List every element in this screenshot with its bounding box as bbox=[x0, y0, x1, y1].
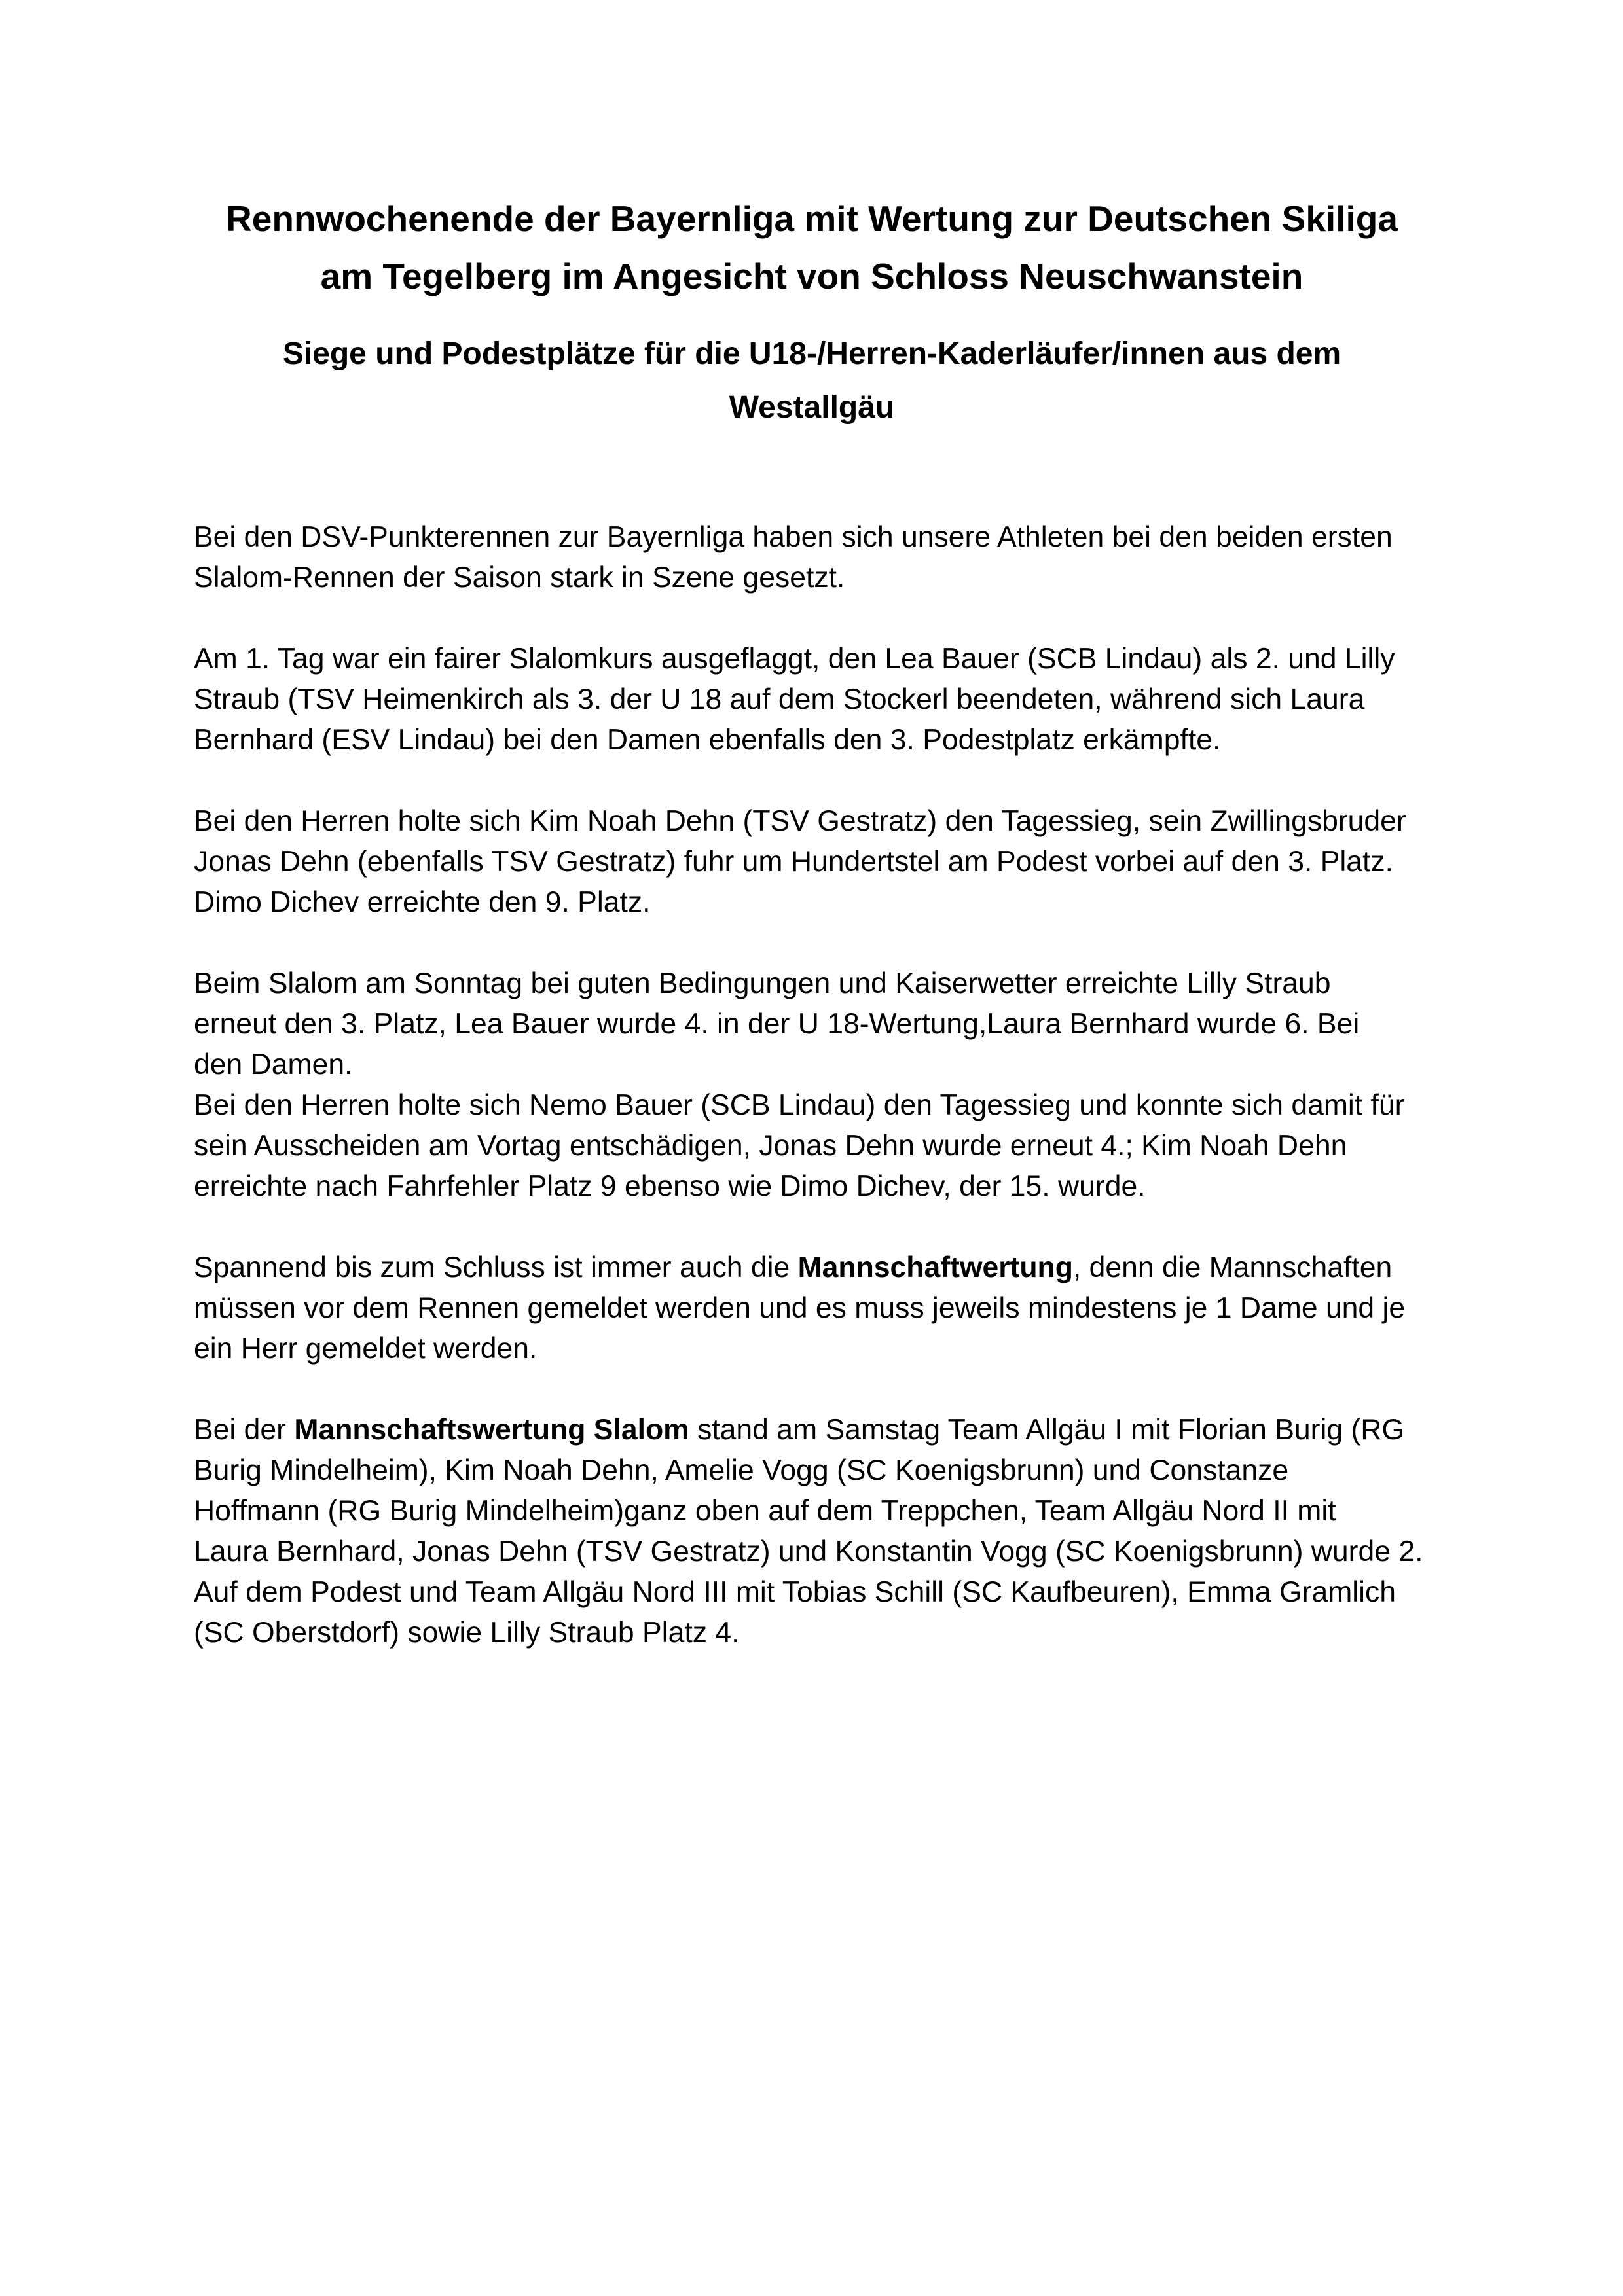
document-title bbox=[170, 190, 1453, 305]
day1-line-3: Bernhard (ESV Lindau) bei den Damen ebenfalls den 3. Podestplatz erkämpfte. bbox=[194, 724, 1221, 756]
paragraph-day-one bbox=[194, 639, 1457, 761]
men1-line-3: Dimo Dichev erreichte den 9. Platz. bbox=[194, 886, 651, 918]
slalom-line-1-start: Bei der bbox=[194, 1414, 295, 1446]
men2-line-3: erreichte nach Fahrfehler Platz 9 ebenso wie Dimo Dichev, der 15. wurde. bbox=[194, 1170, 1146, 1202]
document-subtitle bbox=[170, 327, 1453, 435]
team-scoring-bold: Mannschaftwertung bbox=[797, 1251, 1073, 1283]
slalom-line-4: Laura Bernhard, Jonas Dehn (TSV Gestratz) und Konstantin Vogg (SC Koenigsbrunn) wurde 2. bbox=[194, 1535, 1423, 1568]
paragraph-men-day-one bbox=[194, 801, 1457, 923]
sunday-line-3: den Damen. bbox=[194, 1049, 353, 1081]
title-line-1: Rennwochenende der Bayernliga mit Wertung zur Deutschen Skiliga bbox=[226, 198, 1398, 239]
sunday-line-1: Beim Slalom am Sonntag bei guten Bedingungen und Kaiserwetter erreichte Lilly Straub bbox=[194, 967, 1331, 999]
men2-line-1: Bei den Herren holte sich Nemo Bauer (SCB Lindau) den Tagessieg und konnte sich damit für bbox=[194, 1089, 1405, 1121]
team-line-1-start: Spannend bis zum Schluss ist immer auch die bbox=[194, 1251, 798, 1283]
intro-line-1: Bei den DSV-Punkterennen zur Bayernliga haben sich unsere Athleten bei den beiden ersten bbox=[194, 521, 1393, 553]
sunday-line-2: erneut den 3. Platz, Lea Bauer wurde 4. in der U 18-Wertung,Laura Bernhard wurde 6. Bei bbox=[194, 1008, 1360, 1040]
men1-line-2: Jonas Dehn (ebenfalls TSV Gestratz) fuhr um Hundertstel am Podest vorbei auf den 3. Platz. bbox=[194, 846, 1394, 878]
slalom-line-3: Hoffmann (RG Burig Mindelheim)ganz oben auf dem Treppchen, Team Allgäu Nord II mit bbox=[194, 1495, 1336, 1527]
slalom-line-1-end: stand am Samstag Team Allgäu I mit Florian Burig (RG bbox=[689, 1414, 1405, 1446]
subtitle-line-2: Westallgäu bbox=[729, 390, 895, 425]
team-line-3: ein Herr gemeldet werden. bbox=[194, 1333, 538, 1365]
paragraph-team-scoring bbox=[194, 1247, 1457, 1369]
paragraph-intro bbox=[194, 517, 1457, 598]
subtitle-line-1: Siege und Podestplätze für die U18-/Herren-Kaderläufer/innen aus dem bbox=[282, 336, 1341, 371]
day1-line-1: Am 1. Tag war ein fairer Slalomkurs ausgeflaggt, den Lea Bauer (SCB Lindau) als 2. und Lilly bbox=[194, 643, 1395, 675]
men2-line-2: sein Ausscheiden am Vortag entschädigen, Jonas Dehn wurde erneut 4.; Kim Noah Dehn bbox=[194, 1130, 1347, 1162]
team-line-2: müssen vor dem Rennen gemeldet werden und es muss jeweils mindestens je 1 Dame und je bbox=[194, 1292, 1406, 1324]
slalom-line-2: Burig Mindelheim), Kim Noah Dehn, Amelie Vogg (SC Koenigsbrunn) und Constanze bbox=[194, 1454, 1289, 1486]
title-line-2: am Tegelberg im Angesicht von Schloss Neuschwanstein bbox=[320, 256, 1304, 296]
team-line-1-end: , denn die Mannschaften bbox=[1072, 1251, 1393, 1283]
day1-line-2: Straub (TSV Heimenkirch als 3. der U 18 auf dem Stockerl beendeten, während sich Laura bbox=[194, 683, 1365, 715]
slalom-line-6: (SC Oberstdorf) sowie Lilly Straub Platz 4. bbox=[194, 1617, 740, 1649]
paragraph-men-sunday bbox=[194, 1085, 1457, 1207]
paragraph-team-slalom bbox=[194, 1410, 1457, 1653]
men1-line-1: Bei den Herren holte sich Kim Noah Dehn (TSV Gestratz) den Tagessieg, sein Zwillingsbruder bbox=[194, 805, 1406, 837]
article-body bbox=[194, 517, 1457, 1694]
slalom-line-5: Auf dem Podest und Team Allgäu Nord III mit Tobias Schill (SC Kaufbeuren), Emma Gramlich bbox=[194, 1576, 1396, 1608]
paragraph-sunday bbox=[194, 963, 1457, 1085]
team-slalom-bold: Mannschaftswertung Slalom bbox=[294, 1414, 689, 1446]
intro-line-2: Slalom-Rennen der Saison stark in Szene gesetzt. bbox=[194, 562, 845, 594]
